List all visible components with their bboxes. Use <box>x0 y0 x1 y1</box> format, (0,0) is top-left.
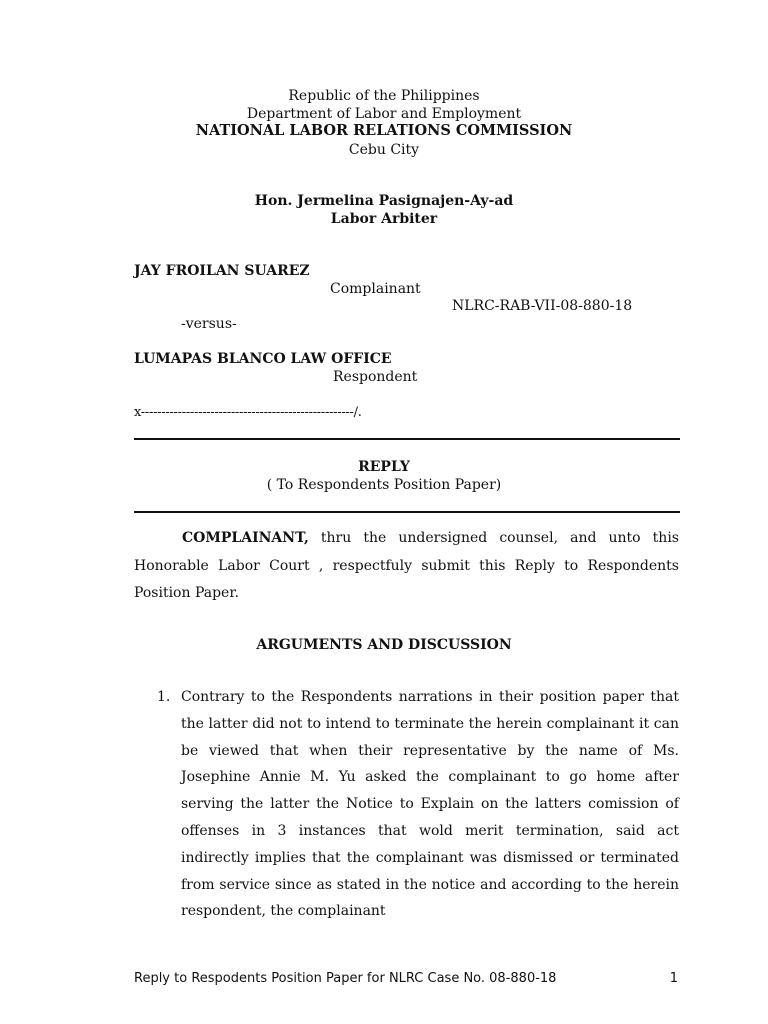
bottom-rule <box>134 511 680 513</box>
complainant-name: JAY FROILAN SUAREZ <box>134 263 310 279</box>
reply-title: REPLY <box>358 459 410 475</box>
case-number: NLRC-RAB-VII-08-880-18 <box>452 298 633 314</box>
intro-paragraph <box>134 525 679 608</box>
intro-lead: COMPLAINANT, <box>182 530 309 546</box>
arbiter-title: Labor Arbiter <box>330 211 438 227</box>
footer-title: Reply to Respodents Position Paper for NLRC Case No. 08-880-18 <box>134 971 557 986</box>
section-heading: ARGUMENTS AND DISCUSSION <box>256 637 512 653</box>
arbiter-name: Hon. Jermelina Pasignajen-Ay-ad <box>254 193 514 209</box>
header-city: Cebu City <box>348 142 420 158</box>
intro-text: thru the undersigned counsel, and unto this Honorable Labor Court , respectfuly submit this Reply to Respondents Position Paper. <box>134 530 679 601</box>
reply-subtitle: ( To Respondents Position Paper) <box>266 477 502 493</box>
page-number: 1 <box>669 971 678 986</box>
respondent-name: LUMAPAS BLANCO LAW OFFICE <box>134 351 392 367</box>
header-republic: Republic of the Philippines <box>288 88 480 104</box>
top-rule <box>134 438 680 440</box>
header-commission: NATIONAL LABOR RELATIONS COMMISSION <box>195 122 573 139</box>
header-department: Department of Labor and Employment <box>246 106 522 122</box>
versus-label: -versus- <box>181 316 237 332</box>
caption-separator: x----------------------------------------------------/. <box>134 405 362 420</box>
complainant-label: Complainant <box>330 281 421 297</box>
argument-text: Contrary to the Respondents narrations in their position paper that the latter did not to intend to terminate the herein complainant it can be viewed that when their representative by the name of Ms. Josephine Annie M. Yu asked the complainant to go home after serving the latter the Notice to Explain on the latters comission of offenses in 3 instances that wold merit termination, said act indirectly implies that the complainant was dismissed or terminated from service since as stated in the notice and according to the herein respondent, the complainant <box>181 689 679 920</box>
respondent-label: Respondent <box>333 369 418 385</box>
argument-number: 1. <box>157 689 171 705</box>
